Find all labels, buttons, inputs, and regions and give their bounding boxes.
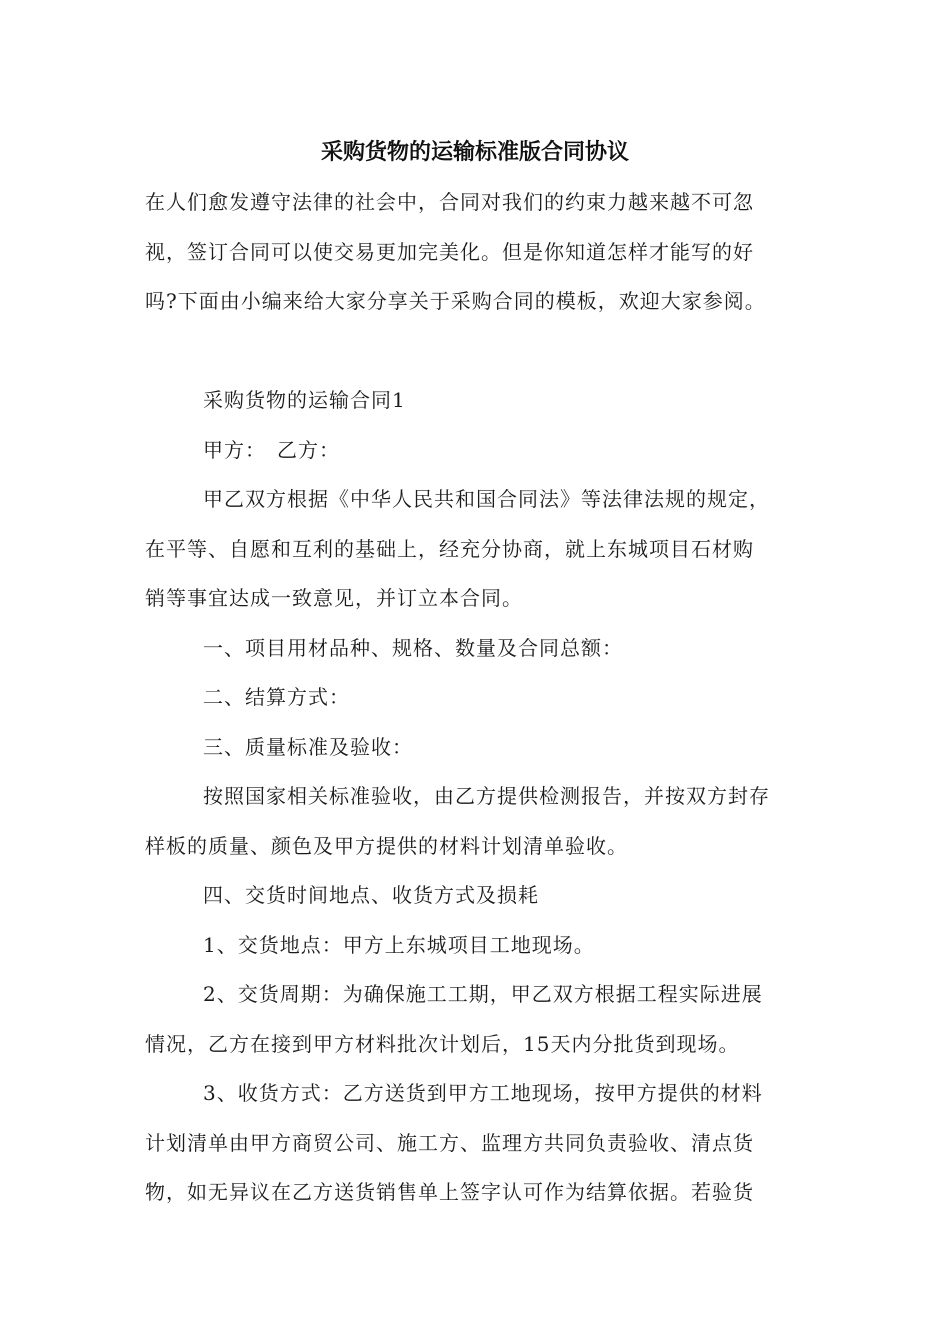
paragraph-line: 销等事宜达成一致意见，并订立本合同。 [145, 586, 523, 610]
paragraph-line: 物，如无异议在乙方送货销售单上签字认可作为结算依据。若验货 [145, 1180, 754, 1204]
paragraph-line: 计划清单由甲方商贸公司、施工方、监理方共同负责验收、清点货 [145, 1130, 754, 1155]
paragraph-line: 2、交货周期：为确保施工工期，甲乙双方根据工程实际进展 [203, 982, 763, 1006]
clause-heading: 二、结算方式： [203, 685, 350, 709]
contract-body [145, 376, 807, 1218]
paragraph-line: 情况，乙方在接到甲方材料批次计划后，15天内分批货到现场。 [145, 1031, 740, 1056]
paragraph-line: 样板的质量、颜色及甲方提供的材料计划清单验收。 [145, 833, 628, 858]
parties-line: 甲方： 乙方： [203, 437, 340, 462]
paragraph-line: 1、交货地点：甲方上东城项目工地现场。 [203, 932, 595, 957]
intro-line: 吗?下面由小编来给大家分享关于采购合同的模板，欢迎大家参阅。 [145, 289, 766, 313]
paragraph-line: 甲乙双方根据《中华人民共和国合同法》等法律法规的规定， [203, 487, 770, 511]
intro-paragraph [145, 178, 807, 327]
paragraph-line: 按照国家相关标准验收，由乙方提供检测报告，并按双方封存 [203, 784, 770, 808]
paragraph-line: 3、收货方式：乙方送货到甲方工地现场，按甲方提供的材料 [203, 1081, 763, 1105]
clause-heading: 四、交货时间地点、收货方式及损耗 [203, 883, 539, 907]
section-heading: 采购货物的运输合同1 [203, 388, 406, 412]
clause-heading: 一、项目用材品种、规格、数量及合同总额： [203, 635, 623, 660]
intro-line: 在人们愈发遵守法律的社会中，合同对我们的约束力越来越不可忽 [145, 190, 754, 214]
paragraph-line: 在平等、自愿和互利的基础上，经充分协商，就上东城项目石材购 [145, 536, 754, 561]
document-title: 采购货物的运输标准版合同协议 [320, 140, 629, 165]
intro-line: 视，签订合同可以使交易更加完美化。但是你知道怎样才能写的好 [145, 239, 754, 264]
clause-heading: 三、质量标准及验收： [203, 734, 413, 759]
